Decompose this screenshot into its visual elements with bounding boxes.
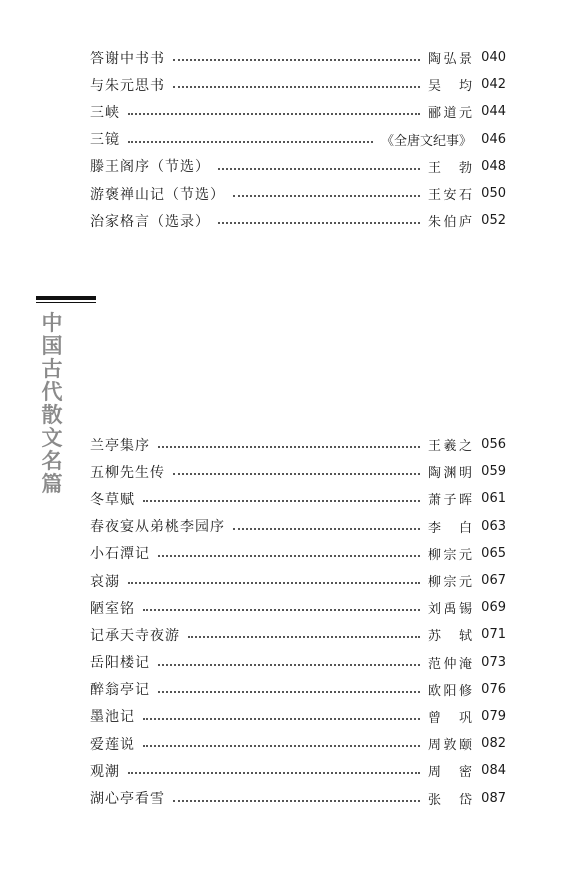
side-title-char: 国 [41, 334, 63, 358]
toc-entry[interactable] [90, 540, 506, 567]
leader-dots [143, 744, 420, 747]
side-title-char: 散 [41, 403, 63, 427]
entry-page-number: 065 [481, 545, 506, 561]
leader-dots [218, 221, 420, 224]
leader-dots [173, 85, 420, 88]
leader-dots [143, 499, 420, 502]
entry-title: 春夜宴从弟桃李园序 [90, 519, 225, 536]
entry-author: 周敦颐 [428, 738, 472, 754]
toc-entry[interactable] [90, 513, 506, 540]
entry-author: 王 勃 [428, 160, 472, 176]
entry-page-number: 079 [481, 708, 506, 724]
entry-author: 郦道元 [428, 106, 472, 122]
leader-dots [158, 690, 420, 693]
entry-page-number: 071 [481, 627, 506, 643]
entry-title: 湖心亭看雪 [90, 791, 165, 808]
entry-title: 爱莲说 [90, 736, 135, 753]
leader-dots [173, 799, 420, 802]
entry-title: 滕王阁序（节选） [90, 159, 210, 176]
leader-dots [233, 194, 420, 197]
entry-author: 欧阳修 [428, 683, 472, 699]
leader-dots [158, 663, 420, 666]
entry-title: 三峡 [90, 104, 120, 121]
entry-author: 陶弘景 [428, 52, 472, 68]
toc-entry[interactable] [90, 730, 506, 757]
toc-entry[interactable] [90, 594, 506, 621]
entry-author: 《全唐文纪事》 [380, 133, 472, 149]
entry-title: 观潮 [90, 763, 120, 780]
side-title-char: 代 [41, 380, 63, 404]
leader-dots [173, 58, 420, 61]
leader-dots [128, 140, 373, 143]
leader-dots [128, 581, 420, 584]
entry-author: 陶渊明 [428, 466, 472, 482]
entry-page-number: 076 [481, 681, 506, 697]
entry-author: 朱伯庐 [428, 215, 472, 231]
toc-list-top [90, 44, 506, 234]
entry-title: 治家格言（选录） [90, 213, 210, 230]
toc-entry[interactable] [90, 71, 506, 98]
toc-list-bottom [90, 431, 506, 812]
entry-title: 兰亭集序 [90, 437, 150, 454]
entry-page-number: 046 [481, 131, 506, 147]
leader-dots [143, 717, 420, 720]
entry-title: 哀溺 [90, 573, 120, 590]
entry-title: 岳阳楼记 [90, 655, 150, 672]
toc-entry[interactable] [90, 757, 506, 784]
toc-entry[interactable] [90, 784, 506, 811]
toc-entry[interactable] [90, 458, 506, 485]
toc-entry[interactable] [90, 621, 506, 648]
toc-entry[interactable] [90, 153, 506, 180]
entry-page-number: 063 [481, 518, 506, 534]
entry-page-number: 059 [481, 464, 506, 480]
entry-page-number: 069 [481, 600, 506, 616]
leader-dots [173, 472, 420, 475]
leader-dots [143, 608, 420, 611]
entry-author: 范仲淹 [428, 656, 472, 672]
side-title-char: 篇 [41, 472, 63, 496]
entry-title: 醉翁亭记 [90, 682, 150, 699]
entry-author: 刘禹锡 [428, 602, 472, 618]
entry-title: 陋室铭 [90, 600, 135, 617]
leader-dots [158, 445, 420, 448]
entry-page-number: 067 [481, 573, 506, 589]
toc-entry[interactable] [90, 207, 506, 234]
toc-entry[interactable] [90, 485, 506, 512]
leader-dots [158, 554, 420, 557]
entry-title: 答谢中书书 [90, 50, 165, 67]
entry-page-number: 044 [481, 104, 506, 120]
entry-author: 张 岱 [428, 792, 472, 808]
leader-dots [218, 167, 420, 170]
toc-entry[interactable] [90, 44, 506, 71]
side-rule-thick [36, 296, 96, 300]
side-rule-thin [36, 302, 96, 303]
leader-dots [128, 112, 420, 115]
entry-author: 萧子晖 [428, 493, 472, 509]
side-title-char: 文 [41, 426, 63, 450]
toc-entry[interactable] [90, 126, 506, 153]
toc-entry[interactable] [90, 676, 506, 703]
toc-entry[interactable] [90, 649, 506, 676]
leader-dots [128, 771, 420, 774]
entry-page-number: 061 [481, 491, 506, 507]
entry-author: 周 密 [428, 765, 472, 781]
entry-page-number: 084 [481, 763, 506, 779]
side-title-char: 古 [41, 357, 63, 381]
entry-page-number: 087 [481, 790, 506, 806]
side-title [40, 312, 64, 496]
entry-title: 三镜 [90, 132, 120, 149]
side-title-char: 名 [41, 449, 63, 473]
leader-dots [233, 527, 420, 530]
entry-author: 王羲之 [428, 439, 472, 455]
entry-title: 五柳先生传 [90, 464, 165, 481]
entry-title: 冬草赋 [90, 491, 135, 508]
entry-page-number: 050 [481, 186, 506, 202]
entry-title: 记承天寺夜游 [90, 627, 180, 644]
entry-page-number: 073 [481, 654, 506, 670]
entry-page-number: 048 [481, 158, 506, 174]
toc-entry[interactable] [90, 703, 506, 730]
entry-author: 柳宗元 [428, 575, 472, 591]
entry-page-number: 040 [481, 50, 506, 66]
toc-entry[interactable] [90, 98, 506, 125]
entry-author: 曾 巩 [428, 710, 472, 726]
entry-author: 柳宗元 [428, 547, 472, 563]
entry-page-number: 082 [481, 736, 506, 752]
toc-entry[interactable] [90, 180, 506, 207]
entry-title: 与朱元思书 [90, 77, 165, 94]
toc-entry[interactable] [90, 431, 506, 458]
entry-page-number: 042 [481, 77, 506, 93]
entry-author: 李 白 [428, 520, 472, 536]
entry-page-number: 052 [481, 213, 506, 229]
entry-author: 苏 轼 [428, 629, 472, 645]
entry-page-number: 056 [481, 437, 506, 453]
toc-entry[interactable] [90, 567, 506, 594]
entry-author: 王安石 [428, 188, 472, 204]
leader-dots [188, 635, 420, 638]
entry-title: 游褒禅山记（节选） [90, 186, 225, 203]
side-title-char: 中 [41, 311, 63, 335]
entry-title: 小石潭记 [90, 546, 150, 563]
entry-author: 吴 均 [428, 79, 472, 95]
entry-title: 墨池记 [90, 709, 135, 726]
